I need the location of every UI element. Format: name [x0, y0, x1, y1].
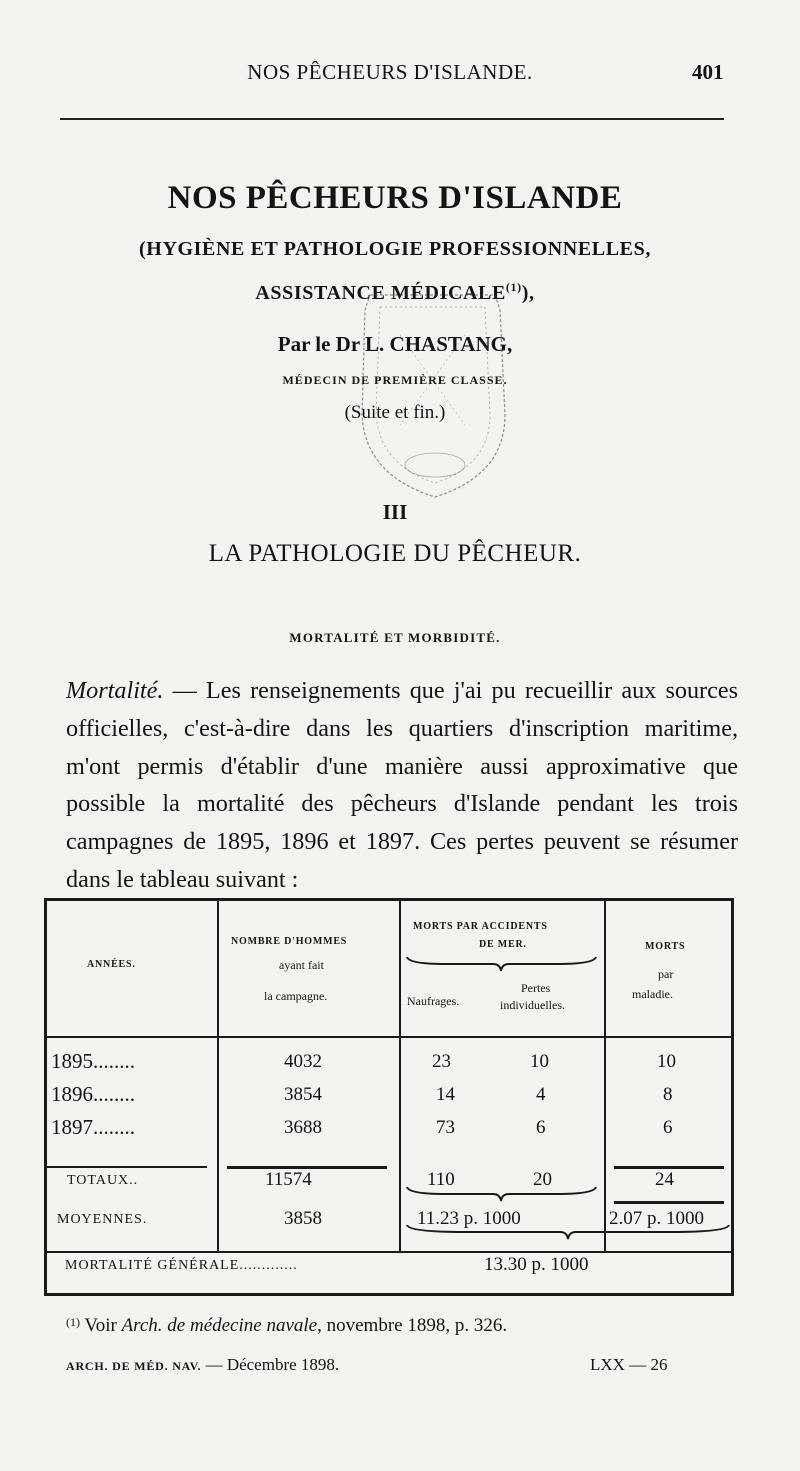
footer-volume: LXX — 26: [590, 1355, 668, 1374]
row-1897-disease: 6: [663, 1117, 673, 1138]
header-disease-1: MORTS: [645, 941, 686, 952]
header-men-1: NOMBRE D'HOMMES: [231, 936, 348, 947]
header-individual-1: Pertes: [521, 981, 551, 995]
author: Par le Dr L. CHASTANG,: [277, 332, 513, 356]
mortality-table: [44, 898, 734, 1296]
part-title: LA PATHOLOGIE DU PÊCHEUR.: [208, 540, 582, 567]
means-disease: 2.07 p. 1000: [609, 1208, 704, 1229]
part-number: III: [382, 500, 408, 524]
paragraph-lead: Mortalité.: [66, 677, 164, 704]
row-1895-men: 4032: [284, 1051, 322, 1072]
totals-individual: 20: [533, 1169, 552, 1190]
col-divider: [604, 901, 606, 1251]
means-label: MOYENNES.: [57, 1212, 148, 1227]
row-1895-year: 1895........: [51, 1049, 135, 1073]
general-mortality-value: 13.30 p. 1000: [484, 1254, 589, 1275]
row-1895-wrecks: 23: [432, 1051, 451, 1072]
row-1897-men: 3688: [284, 1117, 322, 1138]
row-1896-men: 3854: [284, 1084, 322, 1105]
article-subtitle-line1: (HYGIÈNE ET PATHOLOGIE PROFESSIONNELLES,: [139, 238, 651, 260]
header-rule: [60, 118, 724, 120]
general-mortality-label: MORTALITÉ GÉNÉRALE.............: [65, 1258, 298, 1273]
header-accidents-1: MORTS PAR ACCIDENTS: [413, 921, 548, 932]
header-years: ANNÉES.: [87, 959, 136, 970]
footnote-marker: (1): [66, 1315, 80, 1329]
row-1896-disease: 8: [663, 1084, 673, 1105]
footer-journal: ARCH. DE MÉD. NAV.: [66, 1359, 202, 1373]
totals-rule: [47, 1166, 207, 1168]
footnote: [66, 1315, 736, 1337]
paragraph-text: — Les renseignements que j'ai pu recueillir aux sources officielles, c'est-à-dire dans les quartiers d'inscription maritime, m'ont permis d'établir d'une manière aussi approximative que possible la mortalité des pêcheurs d'Islande pendant les trois campagnes de 1895, 1896 et 1897. Ces pertes peuvent se résumer dans le tableau suivant :: [66, 677, 738, 893]
footnote-marker: (1): [505, 280, 522, 294]
article-title: NOS PÊCHEURS D'ISLANDE: [167, 180, 623, 216]
header-men-2: ayant fait: [279, 958, 324, 972]
totals-wrecks: 110: [427, 1169, 455, 1190]
row-1896-year: 1896........: [51, 1082, 135, 1106]
totals-men: 11574: [265, 1169, 312, 1190]
row-1896-wrecks: 14: [436, 1084, 455, 1105]
footer-date: — Décembre 1898.: [201, 1355, 340, 1374]
col-divider: [399, 901, 401, 1251]
totals-disease: 24: [655, 1169, 674, 1190]
row-1897-wrecks: 73: [436, 1117, 455, 1138]
header-wrecks: Naufrages.: [407, 994, 460, 1008]
page-number: 401: [692, 60, 724, 84]
section-heading: MORTALITÉ ET MORBIDITÉ.: [289, 630, 501, 645]
subtitle-text: ASSISTANCE MÉDICALE: [255, 282, 506, 304]
subtitle-end: ),: [521, 282, 535, 304]
header-accidents-2: DE MER.: [479, 939, 527, 950]
row-1895-individual: 10: [530, 1051, 549, 1072]
means-rule: [614, 1201, 724, 1204]
header-individual-2: individuelles.: [500, 998, 565, 1012]
col-divider: [217, 901, 219, 1251]
totals-label: TOTAUX..: [67, 1173, 139, 1188]
header-disease-2: par: [658, 967, 674, 981]
author-rank: MÉDECIN DE PREMIÈRE CLASSE.: [282, 373, 508, 387]
footnote-source: Arch. de médecine navale: [121, 1315, 318, 1336]
footnote-text-a: Voir: [84, 1315, 122, 1336]
general-rule: [47, 1251, 731, 1253]
library-stamp: [340, 275, 525, 505]
means-men: 3858: [284, 1208, 322, 1229]
row-1897-year: 1897........: [51, 1115, 135, 1139]
footer-journal-line: [66, 1355, 339, 1375]
header-brace: [405, 955, 598, 973]
header-men-3: la campagne.: [264, 989, 328, 1003]
running-title: NOS PÊCHEURS D'ISLANDE.: [247, 60, 533, 84]
header-rule: [47, 1036, 731, 1038]
header-disease-3: maladie.: [632, 987, 673, 1001]
means-accidents: 11.23 p. 1000: [417, 1208, 521, 1229]
body-paragraph: [66, 672, 738, 899]
row-1895-disease: 10: [657, 1051, 676, 1072]
row-1896-individual: 4: [536, 1084, 546, 1105]
article-subtitle-line2: [60, 282, 730, 305]
row-1897-individual: 6: [536, 1117, 546, 1138]
footnote-text-b: , novembre 1898, p. 326.: [317, 1315, 508, 1336]
continuation-note: (Suite et fin.): [344, 402, 446, 423]
